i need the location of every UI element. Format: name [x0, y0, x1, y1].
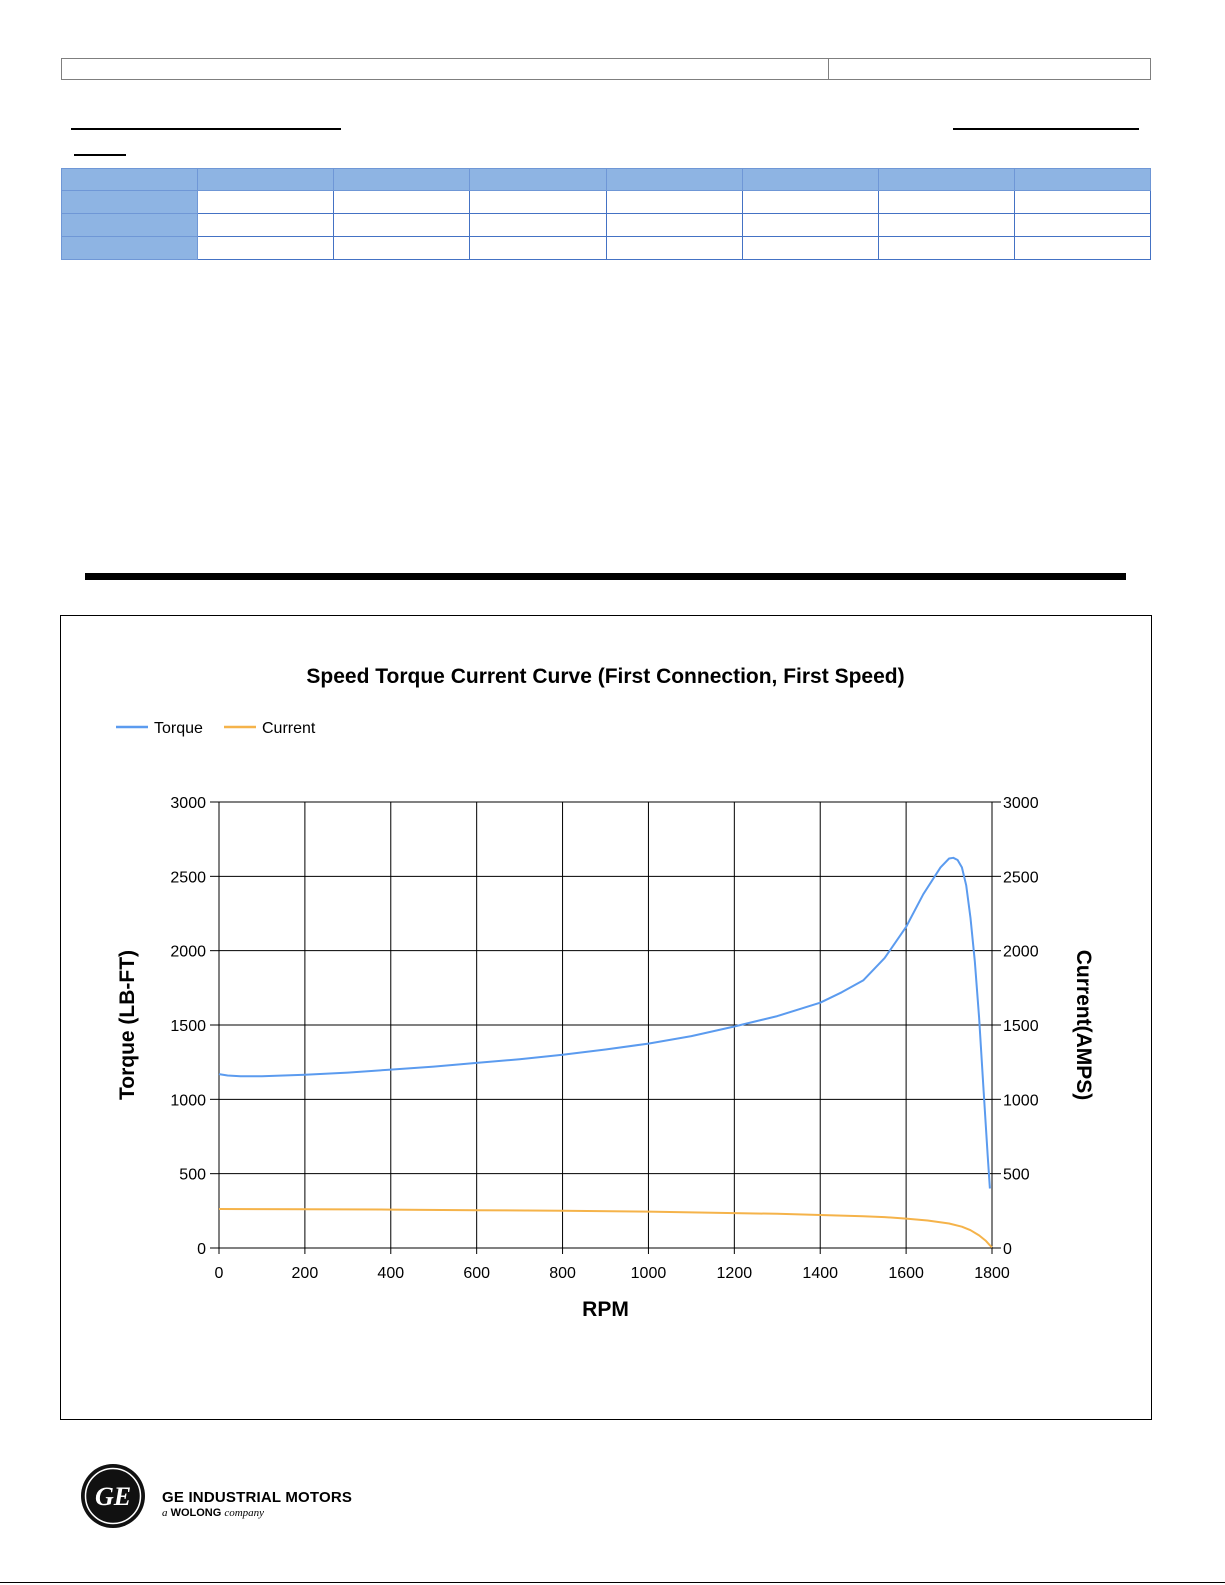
- table-header-cell: [62, 169, 198, 191]
- header-box: [61, 58, 1151, 80]
- header-cell-left: [62, 59, 829, 79]
- x-tick-label: 1800: [974, 1265, 1010, 1282]
- table-header-cell: [1014, 169, 1150, 191]
- table-cell: [1014, 214, 1150, 237]
- header-cell-right: [829, 59, 1150, 79]
- x-tick-label: 1400: [802, 1265, 839, 1282]
- logo-monogram: GE: [94, 1482, 132, 1511]
- chart-frame: [60, 615, 1152, 1420]
- table-cell: [606, 237, 742, 260]
- y2-tick-label: 2500: [1003, 869, 1039, 887]
- ge-logo-icon: [80, 1463, 146, 1529]
- heading-underline-left: [71, 128, 341, 130]
- table-row-header: [62, 237, 198, 260]
- tagline-a: a: [162, 1507, 168, 1519]
- table-row: [62, 191, 1151, 214]
- x-tick-label: 400: [377, 1265, 405, 1282]
- heading-underline-right: [953, 128, 1139, 130]
- y-tick-label: 3000: [170, 795, 206, 812]
- y-tick-label: 1500: [170, 1018, 206, 1035]
- y2-axis-label: Current(AMPS): [1072, 949, 1095, 1101]
- y2-tick-label: 2000: [1003, 943, 1039, 961]
- series-line-current: [219, 1209, 992, 1247]
- table-row: [62, 214, 1151, 237]
- table-cell: [334, 214, 470, 237]
- table-header-cell: [742, 169, 878, 191]
- brand-block: [162, 1489, 352, 1519]
- brand-tagline: [162, 1507, 352, 1519]
- brand-name: GE INDUSTRIAL MOTORS: [162, 1489, 353, 1506]
- x-axis-label: RPM: [582, 1298, 629, 1321]
- y2-tick-label: 0: [1003, 1241, 1012, 1258]
- tagline-suffix: company: [224, 1507, 265, 1519]
- table-row-header: [62, 214, 198, 237]
- y2-tick-label: 1500: [1003, 1018, 1039, 1035]
- table-header-cell: [334, 169, 470, 191]
- subheading-underline: [74, 154, 126, 156]
- table-cell: [606, 214, 742, 237]
- table-cell: [878, 191, 1014, 214]
- x-tick-label: 600: [463, 1265, 491, 1282]
- table-cell: [742, 191, 878, 214]
- table-cell: [742, 214, 878, 237]
- page-bottom-rule: [0, 1582, 1225, 1583]
- table-cell: [742, 237, 878, 260]
- tagline-company-name: WOLONG: [170, 1507, 222, 1519]
- legend-label-current: Current: [262, 720, 316, 737]
- x-tick-label: 1000: [630, 1265, 667, 1282]
- table-header-cell: [606, 169, 742, 191]
- y-tick-label: 500: [179, 1166, 206, 1184]
- table-cell: [470, 237, 606, 260]
- x-tick-label: 0: [214, 1265, 224, 1282]
- table-cell: [470, 191, 606, 214]
- y-tick-label: 0: [197, 1241, 206, 1258]
- x-tick-label: 1600: [888, 1265, 924, 1282]
- x-tick-label: 1200: [716, 1265, 753, 1282]
- series-line-torque: [219, 858, 990, 1189]
- table-cell: [606, 191, 742, 214]
- y2-tick-label: 3000: [1003, 795, 1039, 812]
- table-cell: [334, 191, 470, 214]
- y2-tick-label: 500: [1003, 1166, 1030, 1184]
- spec-table: [61, 168, 1151, 260]
- table-cell: [1014, 191, 1150, 214]
- x-tick-label: 800: [549, 1265, 576, 1282]
- table-cell: [198, 237, 334, 260]
- table-row: [62, 237, 1151, 260]
- table-cell: [198, 214, 334, 237]
- legend-label-torque: Torque: [154, 720, 203, 737]
- table-header-cell: [878, 169, 1014, 191]
- table-row-header: [62, 191, 198, 214]
- table-cell: [878, 214, 1014, 237]
- y-axis-label: Torque (LB-FT): [116, 949, 139, 1101]
- section-divider: [85, 573, 1126, 580]
- table-cell: [878, 237, 1014, 260]
- y-tick-label: 1000: [170, 1092, 206, 1110]
- x-tick-label: 200: [291, 1265, 319, 1282]
- table-cell: [334, 237, 470, 260]
- table-cell: [1014, 237, 1150, 260]
- table-header-cell: [470, 169, 606, 191]
- speed-torque-chart: [61, 616, 1151, 1419]
- table-cell: [198, 191, 334, 214]
- table-header-row: [62, 169, 1151, 191]
- y-tick-label: 2500: [170, 869, 206, 887]
- y-tick-label: 2000: [170, 943, 206, 961]
- chart-title: Speed Torque Current Curve (First Connection, First Speed): [306, 665, 905, 688]
- table-header-cell: [198, 169, 334, 191]
- y2-tick-label: 1000: [1003, 1092, 1039, 1110]
- table-cell: [470, 214, 606, 237]
